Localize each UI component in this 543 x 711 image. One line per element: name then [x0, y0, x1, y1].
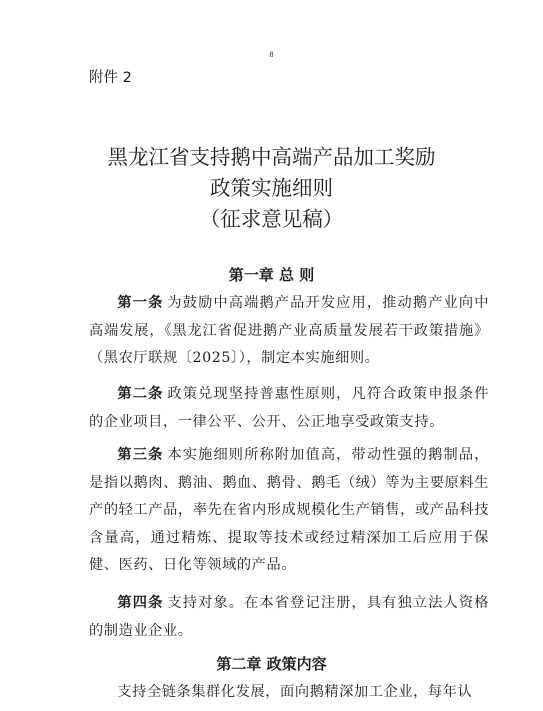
article-3-text: 本实施细则所称附加值高，带动性强的鹅制品，是指以鹅肉、鹅油、鹅血、鹅骨、鹅毛（绒）等为主要原料生产的轻工产品，率先在省内形成规模化生产销售，或产品科技含量高，通过精炼、提取等技术或经过精深加工后应用于保健、医药、日化等领域的产品。	[89, 447, 489, 573]
chapter-2-paragraph: 支持全链条集群化发展，面向鹅精深加工企业，每年认	[117, 684, 473, 700]
chapter-heading-1: 第一章 总 则	[228, 266, 315, 284]
attachment-label: 附件 2	[89, 70, 132, 86]
title-line-1: 黑龙江省支持鹅中高端产品加工奖励	[107, 145, 436, 169]
article-3-lead: 第三条	[117, 447, 164, 463]
article-4	[89, 590, 489, 645]
article-2-lead: 第二条	[117, 386, 164, 402]
chapter-heading-2: 第二章 政策内容	[216, 655, 327, 673]
article-1-text: 为鼓励中高端鹅产品开发应用，推动鹅产业向中高端发展，《黑龙江省促进鹅产业高质量发展若干政策措施》（黑农厅联规〔2025〕），制定本实施细则。	[89, 295, 489, 366]
article-3	[89, 442, 489, 580]
title-line-2: 政策实施细则	[210, 176, 333, 200]
article-2-text: 政策兑现坚持普惠性原则，凡符合政策申报条件的企业项目，一律公平、公开、公正地享受政策支持。	[89, 386, 489, 430]
article-1	[89, 290, 489, 373]
article-4-text: 支持对象。在本省登记注册，具有独立法人资格的制造业企业。	[89, 595, 489, 639]
article-4-lead: 第四条	[117, 595, 164, 611]
article-1-lead: 第一条	[117, 295, 164, 311]
page-number: 8	[269, 50, 274, 59]
title-line-3: （征求意见稿）	[199, 207, 344, 231]
document-title	[0, 142, 543, 235]
article-2	[89, 381, 489, 436]
